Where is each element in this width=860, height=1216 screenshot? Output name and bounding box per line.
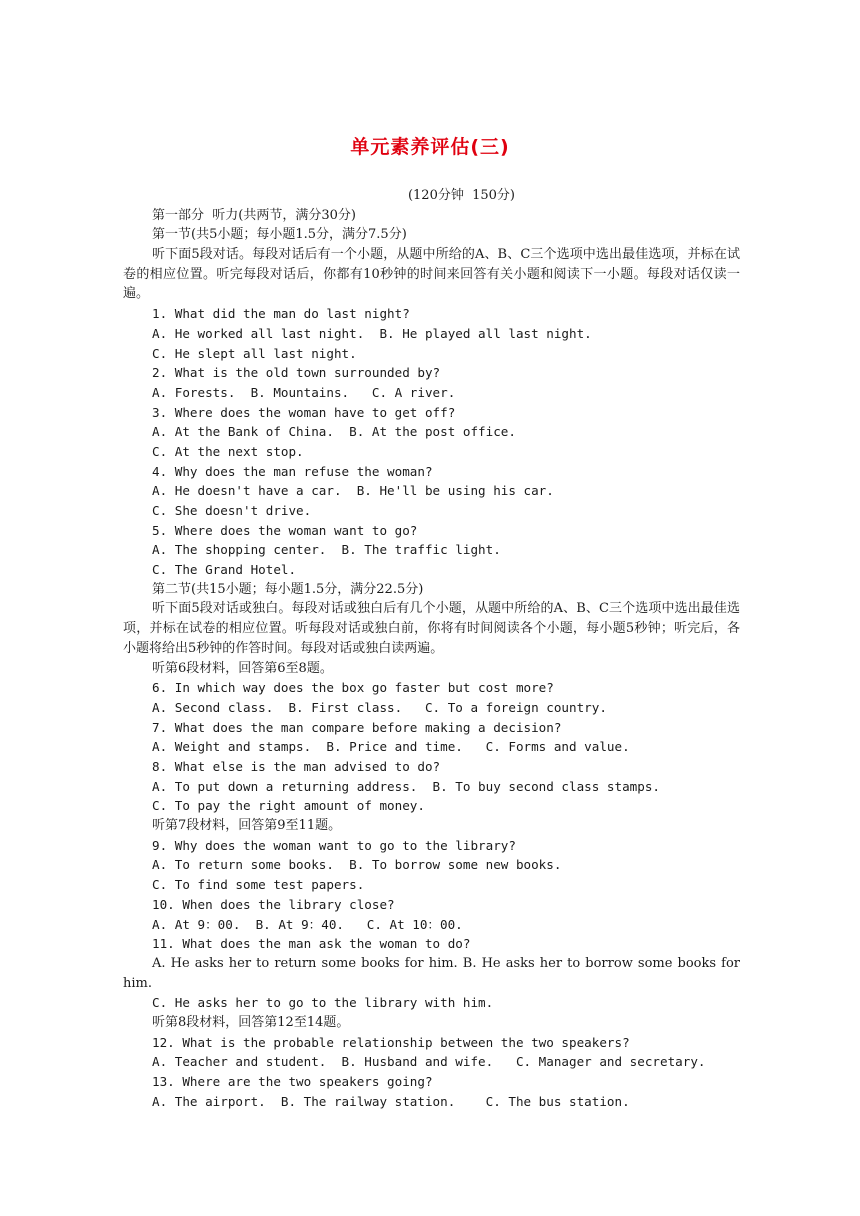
question-options: C. He asks her to go to the library with him. bbox=[152, 995, 494, 1011]
question-text: 2. What is the old town surrounded by? bbox=[152, 365, 441, 381]
question-options: A. He worked all last night. B. He played all last night. bbox=[152, 325, 592, 341]
question-options: A. The airport. B. The railway station. C. The bus station. bbox=[152, 1093, 630, 1109]
question-options: A. To put down a returning address. B. To buy second class stamps. bbox=[152, 778, 660, 794]
question-text: 11. What does the man ask the woman to do? bbox=[152, 936, 471, 952]
material-heading: 听第6段材料，回答第6至8题。 bbox=[152, 660, 333, 676]
question-options: A. Second class. B. First class. C. To a foreign country. bbox=[152, 699, 607, 715]
question-options: C. To pay the right amount of money. bbox=[152, 798, 425, 814]
material-heading: 听第8段材料，回答第12至14题。 bbox=[152, 1015, 350, 1030]
question-text: 7. What does the man compare before making a decision? bbox=[152, 719, 562, 735]
section-instructions: 听下面5段对话或独白。每段对话或独白后有几个小题，从题中所给的A、B、C三个选项中选出最佳选项，并标在试卷的相应位置。听每段对话或独白前，你将有时间阅读各个小题，每小题5秒钟；听完后，各小题将给出5秒钟的作答时间。每段对话或独白读两遍。 bbox=[123, 601, 740, 656]
question-options: C. To find some test papers. bbox=[152, 877, 365, 893]
question-options: C. At the next stop. bbox=[152, 443, 304, 459]
section-heading: 第一节(共5小题；每小题1.5分，满分7.5分) bbox=[152, 227, 407, 243]
question-text: 8. What else is the man advised to do? bbox=[152, 759, 441, 775]
question-options: A. Weight and stamps. B. Price and time. C. Forms and value. bbox=[152, 739, 630, 755]
question-options: C. The Grand Hotel. bbox=[152, 562, 297, 578]
question-options: A. At the Bank of China. B. At the post office. bbox=[152, 424, 516, 440]
section-instructions: 听下面5段对话。每段对话后有一个小题，从题中所给的A、B、C三个选项中选出最佳选项，并标在试卷的相应位置。听完每段对话后，你都有10秒钟的时间来回答有关小题和阅读下一小题。每段对话仅读一遍。 bbox=[123, 247, 740, 302]
question-text: 1. What did the man do last night? bbox=[152, 306, 410, 322]
question-options: A. Teacher and student. B. Husband and wife. C. Manager and secretary. bbox=[152, 1054, 706, 1070]
question-options: C. She doesn't drive. bbox=[152, 503, 312, 519]
question-text: 3. Where does the woman have to get off? bbox=[152, 404, 456, 420]
question-options: A. The shopping center. B. The traffic light. bbox=[152, 542, 501, 558]
question-options: A. He asks her to return some books for him. B. He asks her to borrow some books for him. bbox=[123, 955, 740, 991]
question-options: C. He slept all last night. bbox=[152, 345, 357, 361]
section-heading: 第二节(共15小题；每小题1.5分，满分22.5分) bbox=[152, 581, 424, 597]
question-text: 5. Where does the woman want to go? bbox=[152, 522, 418, 538]
question-options: A. At 9：00. B. At 9：40. C. At 10：00. bbox=[152, 916, 463, 932]
question-text: 9. Why does the woman want to go to the library? bbox=[152, 837, 516, 853]
question-options: A. He doesn't have a car. B. He'll be using his car. bbox=[152, 483, 554, 499]
question-options: A. To return some books. B. To borrow some new books. bbox=[152, 857, 562, 873]
question-text: 4. Why does the man refuse the woman? bbox=[152, 463, 433, 479]
document-body bbox=[123, 186, 740, 1111]
question-options: A. Forests. B. Mountains. C. A river. bbox=[152, 384, 456, 400]
exam-meta: (120分钟 150分) bbox=[407, 188, 516, 203]
question-text: 6. In which way does the box go faster but cost more? bbox=[152, 680, 554, 696]
part-heading: 第一部分 听力(共两节，满分30分) bbox=[152, 207, 356, 223]
question-text: 12. What is the probable relationship between the two speakers? bbox=[152, 1034, 630, 1050]
document-title: 单元素养评估(三) bbox=[350, 136, 510, 158]
question-text: 13. Where are the two speakers going? bbox=[152, 1074, 433, 1090]
material-heading: 听第7段材料，回答第9至11题。 bbox=[152, 818, 342, 834]
question-text: 10. When does the library close? bbox=[152, 896, 395, 912]
